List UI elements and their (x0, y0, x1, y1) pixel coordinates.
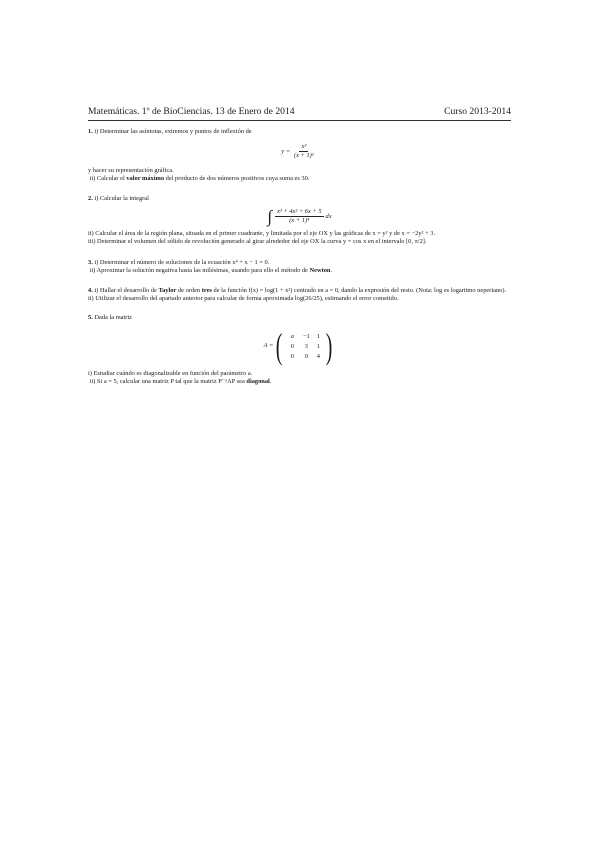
problem-1-part-i (88, 128, 511, 136)
problem-3-part-ii (88, 267, 511, 275)
problem-text: i) Calcular la integral (94, 195, 149, 203)
matrix-cell: 0 (290, 342, 294, 350)
text-run: de la función f(x) = log(1 + x²) centrado en a = 0, dando la expresión del resto. (Nota: log es logaritmo neperiano). (211, 286, 507, 294)
problem-4 (88, 287, 511, 303)
equation-fraction (292, 143, 316, 160)
matrix-cell: 0 (304, 352, 308, 360)
problem-2-part-i (88, 195, 511, 203)
text-run: . (269, 378, 272, 386)
problem-text: i) Determinar el número de soluciones de la ecuación x⁴ + x − 1 = 0. (94, 258, 270, 266)
right-paren: ) (326, 326, 333, 367)
bold-term: Taylor (158, 286, 177, 294)
problem-text: Dada la matriz (94, 313, 133, 321)
exam-body (88, 128, 511, 386)
matrix-cell: 0 (290, 352, 294, 360)
problem-2-integral (88, 208, 511, 225)
bold-term: Newton (309, 266, 331, 274)
problem-4-part-ii: ii) Utilizar el desarrollo del apartado anterior para calcular de forma aproximada log(26/25), estimando el error cometido. (88, 294, 399, 302)
integral-differential: dx (325, 212, 332, 220)
text-run: del producto de dos números positivos cuya suma es 30. (164, 175, 310, 183)
header-left: Matemáticas. 1º de BioCiencias. 13 de Enero de 2014 (88, 106, 295, 117)
problem-number: 5. (88, 313, 93, 321)
matrix-cell: 1 (316, 332, 320, 340)
text-run: de orden (176, 286, 202, 294)
text-run: i) Hallar el desarrollo de (94, 286, 159, 294)
matrix-grid (285, 332, 323, 361)
matrix-cell: −1 (302, 332, 310, 340)
problem-3-part-i (88, 259, 511, 267)
problem-2 (88, 195, 511, 246)
problem-number: 2. (88, 195, 93, 203)
fraction-numerator: x³ + 4x² + 6x + 5 (277, 208, 322, 216)
matrix-cell: 1 (316, 342, 320, 350)
problem-1 (88, 128, 511, 183)
problem-1-part-ii (88, 175, 511, 183)
page-header (88, 106, 511, 118)
matrix-cell: 3 (304, 342, 308, 350)
problem-number: 3. (88, 258, 93, 266)
problem-2-part-iii: iii) Determinar el volumen del sólido de revolución generado al girar alrededor del eje OX la curva y = cos x en el intervalo [0, π/2]. (88, 238, 427, 246)
matrix-cell: a (290, 332, 294, 340)
bold-term: valor máximo (126, 175, 165, 183)
problem-5-part-ii (88, 378, 511, 386)
problem-text: i) Determinar las asíntotas, extremos y puntos de inflexión de (94, 128, 252, 135)
left-paren: ( (276, 326, 283, 367)
matrix-lhs: A = (263, 341, 274, 349)
equation-lhs: y = (281, 147, 291, 155)
problem-5-part-i: i) Estudiar cuándo es diagonalizable en función del parámetro a. (88, 370, 253, 378)
matrix-cell: 4 (316, 352, 320, 360)
problem-4-part-i (88, 287, 511, 295)
header-right: Curso 2013-2014 (444, 106, 511, 117)
header-rule (88, 120, 511, 121)
problem-2-part-ii: ii) Calcular el área de la región plana, situada en el primer cuadrante, y limitada por el eje OX y las gráficas de x = y² y de x = −2y² + 3. (88, 230, 436, 238)
fraction-denominator: (x + 1)² (294, 152, 314, 160)
integral-sign: ∫ (267, 207, 273, 227)
integral-fraction (275, 208, 323, 225)
problem-3 (88, 259, 511, 275)
problem-5-intro (88, 314, 511, 322)
matrix-display (88, 326, 511, 367)
fraction-numerator: x³ (301, 143, 307, 151)
problem-number: 4. (88, 286, 93, 294)
problem-1-equation (88, 143, 511, 160)
text-run: ii) Aproximar la solución negativa hasta las milésimas, usando para ello el método de (89, 266, 310, 274)
problem-1-after-equation: y hacer su representación gráfica. (88, 167, 174, 175)
problem-5 (88, 314, 511, 386)
fraction-denominator: (x + 1)⁴ (289, 217, 310, 225)
bold-term: tres (201, 286, 212, 294)
text-run: ii) Si a = 5, calcular una matriz P tal que la matriz P⁻¹AP sea (89, 378, 247, 386)
problem-number: 1. (88, 128, 93, 135)
text-run: ii) Calcular el (89, 175, 127, 183)
bold-term: diagonal (246, 378, 270, 386)
text-run: . (330, 266, 333, 274)
